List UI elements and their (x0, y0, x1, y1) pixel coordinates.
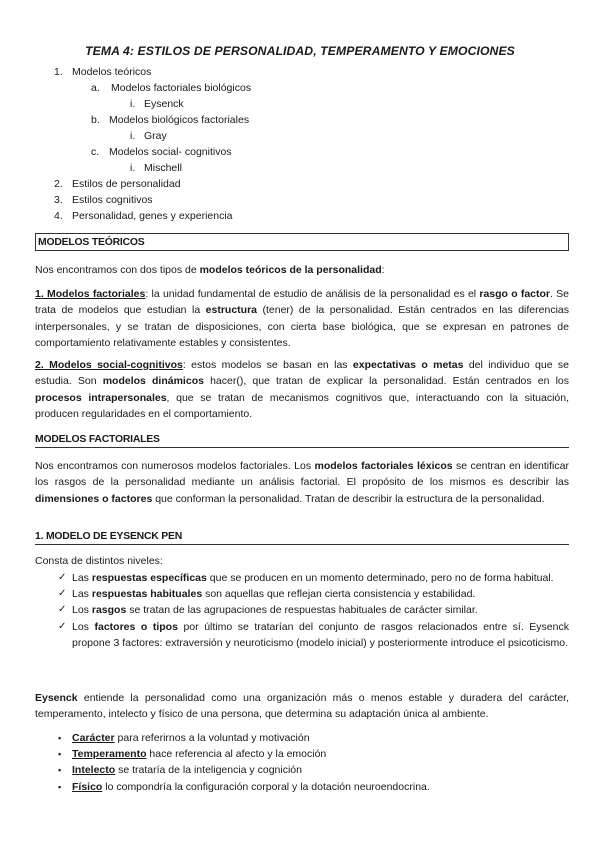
text-run: Nos encontramos con numerosos modelos factoriales. Los (35, 460, 315, 472)
bullet-item (0, 762, 569, 778)
section-heading-modelos-teoricos: MODELOS TEÓRICOS (35, 233, 569, 251)
section-heading-modelo-eysenck: 1. MODELO DE EYSENCK PEN (35, 528, 569, 545)
bullet-item (0, 730, 569, 746)
toc-item (91, 112, 250, 128)
text-run: entiende la personalidad como una organización más o menos estable y duradera del carácter, temperamento, intelecto y físico de una persona, que determina su adaptación única al ambiente. (35, 692, 569, 721)
bold-term: respuestas específicas (91, 572, 207, 584)
toc-number: 4. (54, 210, 63, 222)
text-run: por último se tratarían del conjunto de rasgos relacionados entre sí. Eysenck propone 3 factores: extraversión y neuroticismo (modelo inicial) y posteriormente introduce el psicoticismo. (72, 620, 569, 649)
checklist-item (0, 602, 569, 618)
text-run: (tener) de la personalidad. Están centrados en las diferencias interpersonales, y se tratan de disposiciones, con cierta base biológica, que se expresan en patrones de comportamiento relativamente estables y consistentes. (35, 304, 569, 350)
text-run: que se producen en un momento determinado, pero no de forma habitual. (206, 572, 554, 584)
term-label: Modelos factoriales (47, 288, 146, 300)
toc-text: Modelos biológicos factoriales (109, 114, 250, 126)
bold-term: rasgo o factor (479, 288, 551, 300)
bold-term: Carácter (72, 732, 115, 744)
toc-number: i. (130, 130, 136, 142)
toc-item (54, 192, 153, 208)
text-run: del individuo que se estudia. Son (35, 359, 569, 388)
toc-item (130, 128, 167, 144)
bold-term: rasgos (91, 604, 127, 617)
text-run: lo compondría la configuración corporal y la dotación neuroendocrina. (102, 780, 430, 793)
bold-term: modelos teóricos de la personalidad (199, 264, 382, 276)
toc-text: Modelos social- cognitivos (109, 146, 232, 158)
toc-text: Estilos cognitivos (72, 194, 153, 206)
niveles-intro: Consta de distintos niveles: (35, 555, 163, 567)
square-bullet-icon: ▪ (58, 733, 62, 743)
bold-term: procesos intrapersonales (35, 391, 167, 404)
document-title: TEMA 4: ESTILOS DE PERSONALIDAD, TEMPERAMENTO Y EMOCIONES (85, 44, 515, 58)
toc-number: i. (130, 162, 136, 174)
checklist-item (0, 570, 569, 586)
text-run: se tratan de las agrupaciones de respuestas habituales de carácter similar. (126, 604, 478, 617)
bold-term: respuestas habituales (91, 588, 203, 601)
bold-term: Físico (72, 780, 103, 793)
toc-item (54, 176, 181, 192)
text-run: Nos encontramos con dos tipos de (35, 264, 200, 276)
toc-number: 1. (54, 66, 63, 78)
modelos-social-cognitivos-paragraph (35, 357, 569, 423)
toc-text: Modelos factoriales biológicos (111, 82, 252, 94)
bold-term: dimensiones o factores (35, 492, 153, 505)
text-run: para referirnos a la voluntad y motivación (114, 732, 310, 744)
checkmark-icon: ✓ (58, 572, 67, 583)
niveles-checklist (0, 570, 600, 651)
bold-term: estructura (205, 304, 258, 317)
section-intro-paragraph (35, 262, 569, 278)
text-run: se centran en identificar los rasgos de la personalidad mediante un análisis factorial. El propósito de los mismos es describir las (35, 460, 569, 489)
toc-item (54, 208, 233, 224)
bold-term: expectativas o metas (352, 359, 464, 371)
text-run: que conforman la personalidad. Tratan de describir la estructura de la personalidad. (152, 492, 545, 505)
bold-term: Temperamento (72, 748, 147, 761)
toc-item (91, 144, 232, 160)
toc-text: Estilos de personalidad (72, 178, 181, 190)
bullet-item (0, 779, 569, 795)
toc-number: c. (91, 146, 100, 158)
bold-term: modelos factoriales léxicos (314, 460, 453, 472)
checkmark-icon: ✓ (58, 620, 67, 632)
toc-text: Eysenck (144, 98, 184, 110)
text-run: , que se tratan de mecanismos cognitivos que, interactuando con la situación, producen regularidades en el comportamiento. (35, 391, 569, 421)
modelos-factoriales-paragraph (35, 286, 569, 352)
toc-number: a. (91, 82, 100, 94)
checklist-item (0, 619, 569, 651)
text-run: Las (72, 572, 92, 584)
toc-text: Personalidad, genes y experiencia (72, 210, 233, 222)
bold-term: factores o tipos (94, 620, 178, 633)
toc-text: Modelos teóricos (72, 66, 152, 78)
toc-text: Gray (144, 130, 167, 142)
bold-term: Eysenck (35, 692, 78, 704)
modelos-factoriales-lexicos-paragraph (35, 458, 569, 507)
text-run: . Se trata de modelos que estudian la (35, 288, 570, 317)
square-bullet-icon: ▪ (58, 765, 62, 776)
text-run: se trataría de la inteligencia y cognición (115, 764, 302, 777)
checklist-item (0, 586, 569, 602)
toc-item (130, 96, 184, 112)
square-bullet-icon: ▪ (58, 781, 62, 792)
checkmark-icon: ✓ (58, 604, 67, 616)
text-run: hace referencia al afecto y la emoción (146, 748, 327, 761)
term-number: 2. (35, 359, 44, 371)
toc-number: 3. (54, 194, 63, 206)
term-number: 1. (35, 288, 44, 300)
numbered-term (35, 288, 145, 300)
text-run: hacer(), que tratan de explicar la personalidad. Están centrados en los (203, 375, 570, 388)
text-run: son aquellas que reflejan cierta consistencia y estabilidad. (202, 588, 476, 601)
bold-term: modelos dinámicos (102, 375, 204, 388)
section-heading-modelos-factoriales: MODELOS FACTORIALES (35, 431, 569, 448)
text-run: Los (72, 620, 95, 633)
checkmark-icon: ✓ (58, 588, 67, 600)
text-run: Las (72, 588, 92, 601)
toc-number: i. (130, 98, 136, 110)
toc-item (130, 160, 182, 176)
toc-number: b. (91, 114, 100, 126)
text-run: : estos modelos se basan en las (182, 359, 353, 371)
bold-term: Intelecto (72, 764, 116, 777)
componentes-bullet-list (0, 730, 600, 795)
toc-item (91, 80, 252, 96)
text-run: : la unidad fundamental de estudio de análisis de la personalidad es el (145, 288, 480, 300)
numbered-term (35, 359, 183, 371)
eysenck-definition-paragraph (35, 690, 569, 723)
term-label: Modelos social-cognitivos (49, 359, 183, 371)
square-bullet-icon: ▪ (58, 749, 62, 760)
toc-text: Mischell (144, 162, 182, 174)
bullet-item (0, 746, 569, 762)
toc-item (54, 64, 152, 80)
text-run: Los (72, 604, 92, 617)
toc-number: 2. (54, 178, 63, 190)
text-run: : (381, 264, 385, 276)
